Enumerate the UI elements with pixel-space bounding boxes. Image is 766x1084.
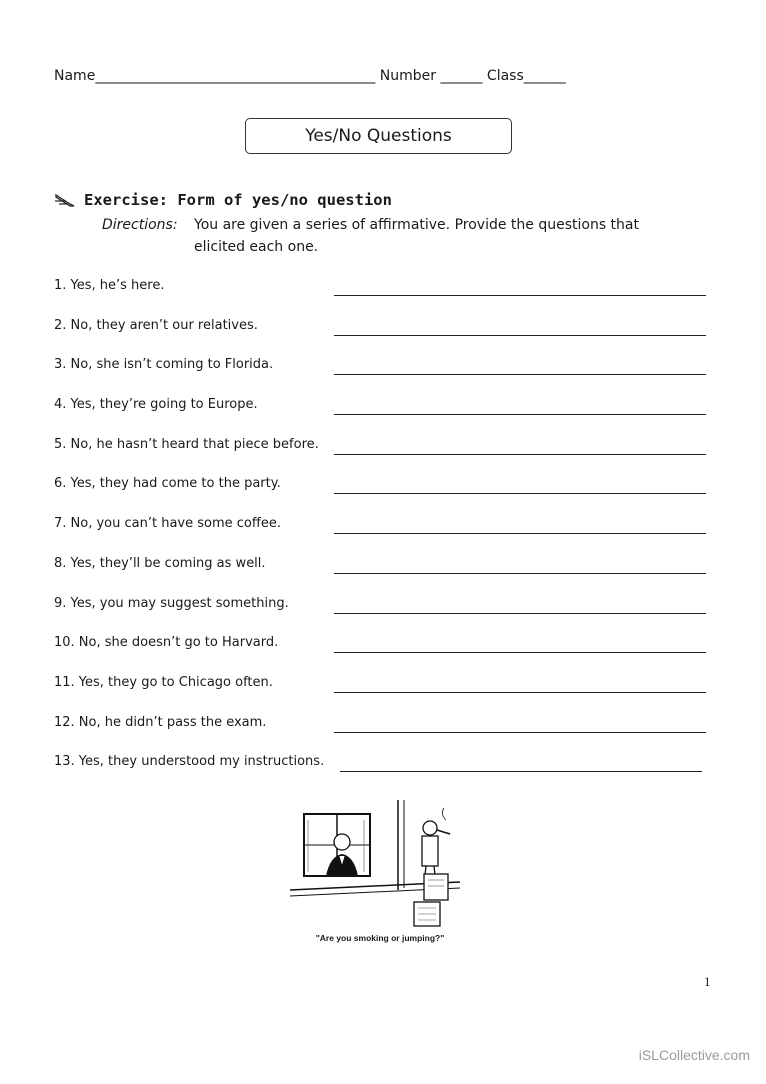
question-text: 9. Yes, you may suggest something. <box>54 595 289 611</box>
question-text: 13. Yes, they understood my instructions. <box>54 754 325 770</box>
question-text: 3. No, she isn’t coming to Florida. <box>54 357 274 373</box>
answer-line[interactable] <box>334 414 706 415</box>
cartoon-illustration <box>290 800 460 950</box>
question-row <box>54 357 706 397</box>
answer-line[interactable] <box>334 573 706 574</box>
question-row <box>54 437 706 477</box>
answer-line[interactable] <box>334 692 706 693</box>
question-row <box>54 635 706 675</box>
class-label: Class <box>486 68 524 84</box>
name-field[interactable]: ________________________________________ <box>95 68 376 84</box>
question-text: 10. No, she doesn’t go to Harvard. <box>54 635 279 651</box>
question-row <box>54 754 706 794</box>
question-text: 12. No, he didn’t pass the exam. <box>54 714 267 730</box>
question-text: 11. Yes, they go to Chicago often. <box>54 674 273 690</box>
answer-line[interactable] <box>334 493 706 494</box>
directions-label: Directions: <box>102 217 178 233</box>
question-row <box>54 556 706 596</box>
question-row <box>54 397 706 437</box>
answer-line[interactable] <box>334 732 706 733</box>
pencil-icon <box>54 192 76 208</box>
question-text: 6. Yes, they had come to the party. <box>54 476 281 492</box>
number-label: Number <box>379 68 437 84</box>
question-row <box>54 715 706 755</box>
question-text: 5. No, he hasn’t heard that piece before. <box>54 436 319 452</box>
answer-line[interactable] <box>334 613 706 614</box>
directions <box>102 214 664 258</box>
answer-line[interactable] <box>340 771 702 772</box>
question-list <box>54 278 706 794</box>
answer-line[interactable] <box>334 454 706 455</box>
student-info-line <box>54 68 566 84</box>
directions-text: You are given a series of affirmative. Provide the questions that elicited each one. <box>194 217 639 255</box>
question-row <box>54 675 706 715</box>
question-row <box>54 596 706 636</box>
answer-line[interactable] <box>334 533 706 534</box>
answer-line[interactable] <box>334 652 706 653</box>
class-field[interactable]: ______ <box>523 68 566 84</box>
cartoon-caption: "Are you smoking or jumping?" <box>315 933 445 943</box>
question-text: 4. Yes, they’re going to Europe. <box>54 397 258 413</box>
worksheet-title: Yes/No Questions <box>245 118 512 154</box>
answer-line[interactable] <box>334 335 706 336</box>
question-row <box>54 516 706 556</box>
answer-line[interactable] <box>334 295 706 296</box>
page-number: 1 <box>704 974 711 989</box>
question-text: 2. No, they aren’t our relatives. <box>54 317 258 333</box>
name-label: Name <box>54 68 96 84</box>
question-text: 8. Yes, they’ll be coming as well. <box>54 555 266 571</box>
question-row <box>54 278 706 318</box>
exercise-heading-row <box>54 191 392 209</box>
question-row <box>54 318 706 358</box>
answer-line[interactable] <box>334 374 706 375</box>
watermark: iSLCollective.com <box>638 1047 750 1063</box>
question-text: 1. Yes, he’s here. <box>54 278 165 293</box>
exercise-heading: Exercise: Form of yes/no question <box>84 191 392 209</box>
question-text: 7. No, you can’t have some coffee. <box>54 516 281 532</box>
question-row <box>54 476 706 516</box>
number-field[interactable]: ______ <box>440 68 483 84</box>
